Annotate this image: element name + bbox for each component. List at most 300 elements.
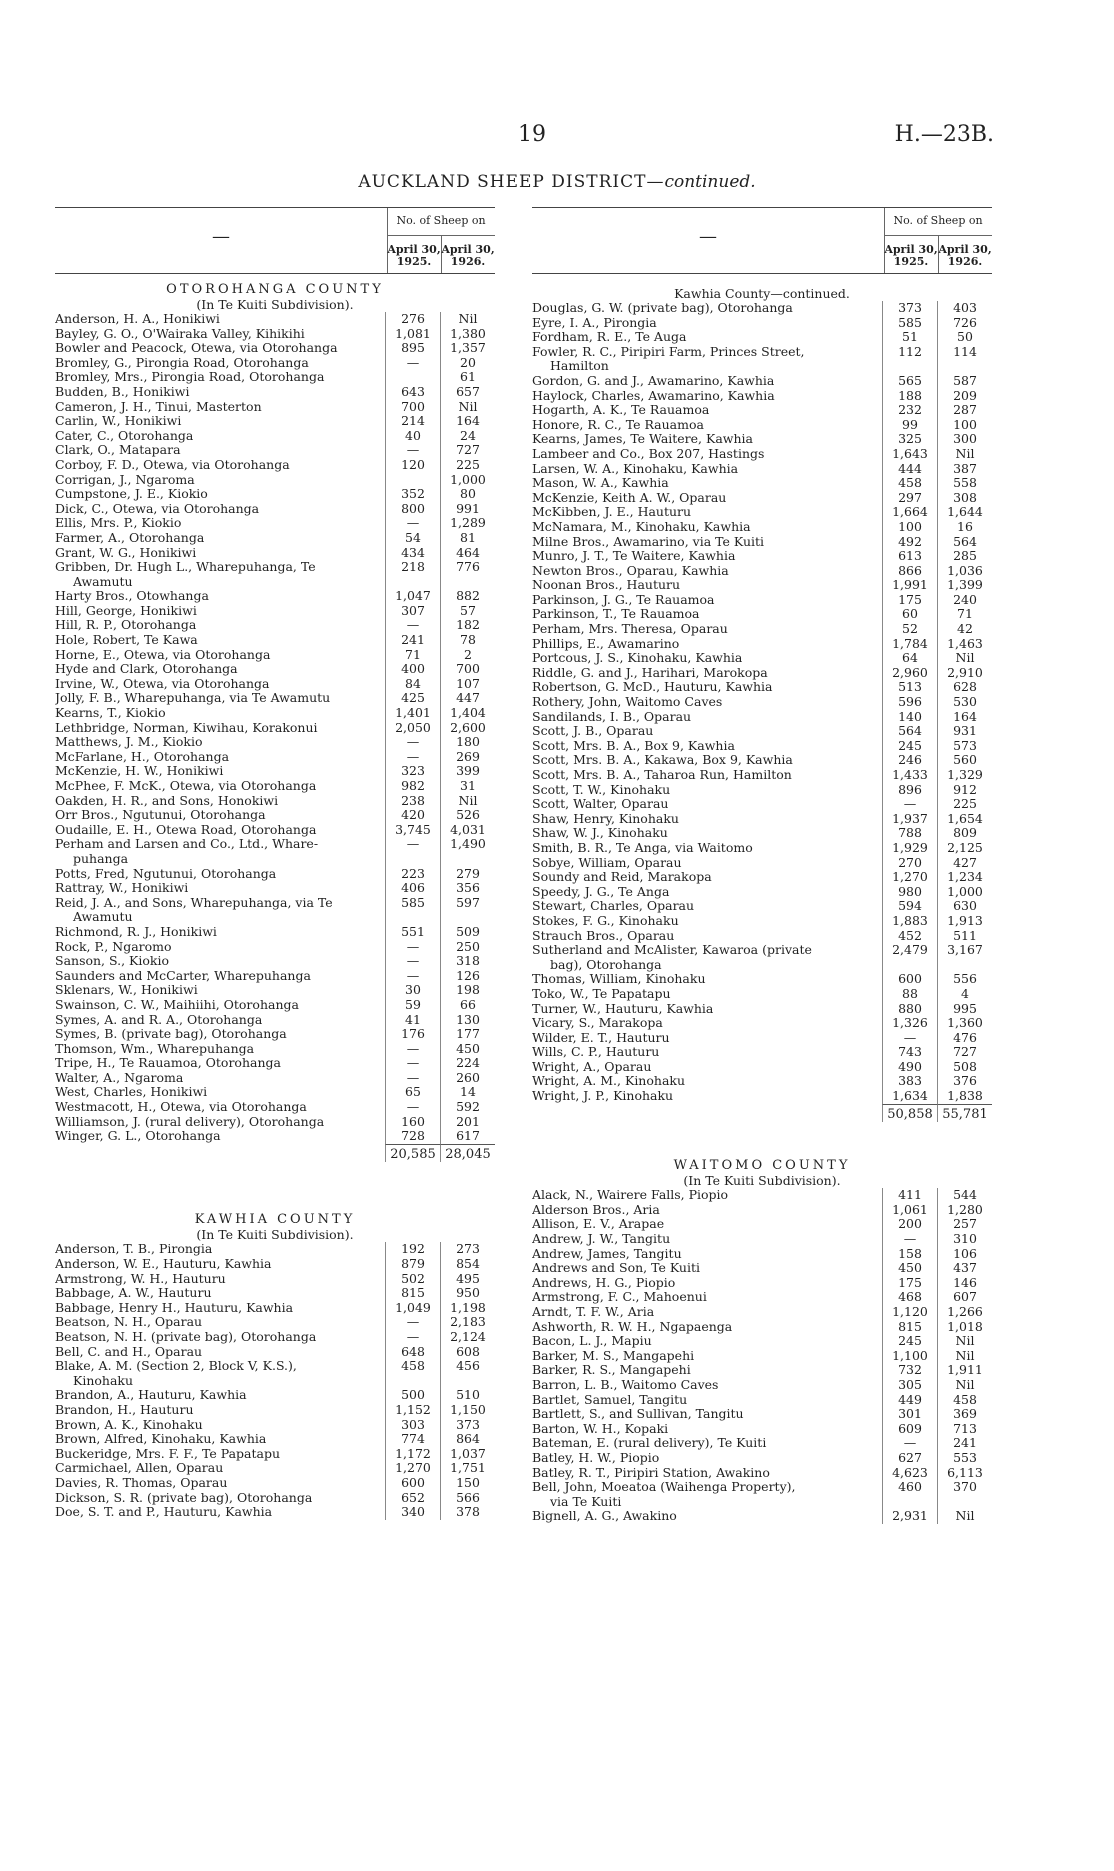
table-row	[532, 812, 992, 827]
sheep-1926: 2,183	[440, 1315, 495, 1330]
sheep-1926: 318	[440, 954, 495, 969]
spacer	[532, 1122, 992, 1136]
owner-name: Newton Bros., Oparau, Kawhia	[532, 563, 729, 578]
table-row	[532, 1290, 992, 1305]
sheep-1925: 585	[385, 896, 440, 911]
sheep-1925: —	[385, 735, 440, 750]
sheep-1926: 1,463	[937, 637, 992, 652]
table-row	[55, 356, 495, 371]
spacer	[55, 1162, 495, 1176]
table-row	[532, 899, 992, 914]
spacer	[532, 1136, 992, 1150]
sheep-1925: 188	[882, 389, 937, 404]
sheep-1925: 600	[385, 1476, 440, 1491]
owner-name: Wright, A., Oparau	[532, 1059, 652, 1074]
sheep-1925: —	[385, 954, 440, 969]
table-row	[532, 1422, 992, 1437]
sheep-1926	[440, 852, 495, 867]
table-row	[55, 312, 495, 327]
sheep-1925: 1,664	[882, 505, 937, 520]
table-row	[532, 389, 992, 404]
table-row	[55, 575, 495, 590]
sheep-1926: 556	[937, 972, 992, 987]
owner-name: Brandon, H., Hauturu	[55, 1402, 194, 1417]
sheep-1926: Nil	[937, 1509, 992, 1524]
table-row	[532, 914, 992, 929]
owner-name: Scott, Mrs. B. A., Kakawa, Box 9, Kawhia	[532, 753, 793, 768]
sheep-1925: 585	[882, 316, 937, 331]
sheep-1925: —	[385, 443, 440, 458]
left-rows	[55, 274, 495, 1520]
owner-name: Brandon, A., Hauturu, Kawhia	[55, 1388, 247, 1403]
sheep-1925: 238	[385, 794, 440, 809]
sheep-1925: 50,858	[882, 1104, 937, 1123]
sheep-1925: 2,050	[385, 721, 440, 736]
owner-name: Corboy, F. D., Otewa, via Otorohanga	[55, 457, 290, 472]
table-row	[55, 983, 495, 998]
owner-name: Smith, B. R., Te Anga, via Waitomo	[532, 840, 753, 855]
table-row	[55, 794, 495, 809]
sheep-1926: 597	[440, 896, 495, 911]
sheep-1925	[385, 910, 440, 925]
owner-name: Bacon, L. J., Mapiu	[532, 1334, 652, 1349]
sheep-1926: 146	[937, 1276, 992, 1291]
table-row	[55, 1330, 495, 1345]
owner-name: McKibben, J. E., Hauturu	[532, 505, 692, 520]
owner-name: Anderson, W. E., Hauturu, Kawhia	[55, 1257, 272, 1272]
sheep-1925: 458	[882, 476, 937, 491]
table-row	[532, 666, 992, 681]
sheep-1926: Nil	[937, 447, 992, 462]
sheep-1926: 2	[440, 648, 495, 663]
sheep-1925: 879	[385, 1257, 440, 1272]
sheep-1925: 100	[882, 520, 937, 535]
sheep-1925: 728	[385, 1129, 440, 1144]
sheep-1925: 175	[882, 1276, 937, 1291]
sheep-1926: 370	[937, 1480, 992, 1495]
owner-name: Ashworth, R. W. H., Ngapaenga	[532, 1319, 733, 1334]
sheep-1925: 1,433	[882, 768, 937, 783]
table-row	[532, 1031, 992, 1046]
sheep-1926: 55,781	[937, 1104, 992, 1123]
table-row	[532, 1074, 992, 1089]
sheep-1926: 509	[440, 925, 495, 940]
sheep-1925: 241	[385, 633, 440, 648]
sheep-1925: 564	[882, 724, 937, 739]
owner-name: Hill, R. P., Otorohanga	[55, 618, 197, 633]
table-row	[532, 826, 992, 841]
sheep-1925: 1,049	[385, 1301, 440, 1316]
owner-name	[55, 1144, 385, 1163]
sheep-1925: 1,401	[385, 706, 440, 721]
sheep-1926: 1,000	[440, 473, 495, 488]
table-row	[55, 1129, 495, 1144]
sheep-1926: 2,125	[937, 841, 992, 856]
sheep-1926: 1,036	[937, 564, 992, 579]
sheep-1926: 287	[937, 403, 992, 418]
sheep-1926: 864	[440, 1432, 495, 1447]
sheep-1925: 450	[882, 1261, 937, 1276]
sheep-1925: 65	[385, 1085, 440, 1100]
sheep-1926: 387	[937, 462, 992, 477]
sheep-1925: 896	[882, 783, 937, 798]
owner-name: Cumpstone, J. E., Kiokio	[55, 487, 208, 502]
sheep-1926: 1,399	[937, 578, 992, 593]
sheep-1926: Nil	[440, 400, 495, 415]
county-total-row	[532, 1104, 992, 1123]
table-row	[532, 1363, 992, 1378]
sheep-1925: 700	[385, 400, 440, 415]
sheep-1926: 592	[440, 1100, 495, 1115]
sheep-1926: 308	[937, 491, 992, 506]
table-row	[55, 750, 495, 765]
owner-name: bag), Otorohanga	[550, 957, 662, 972]
table-row	[532, 739, 992, 754]
owner-name: Armstrong, W. H., Hauturu	[55, 1271, 226, 1286]
owner-name: Sandilands, I. B., Oparau	[532, 709, 692, 724]
sheep-1925: 192	[385, 1242, 440, 1257]
table-row	[55, 531, 495, 546]
sheep-1926: 50	[937, 330, 992, 345]
owner-name: Honore, R. C., Te Rauamoa	[532, 417, 704, 432]
sheep-1925: 609	[882, 1422, 937, 1437]
left-column	[55, 207, 495, 1520]
sheep-1926: 225	[937, 797, 992, 812]
sheep-1926: 2,600	[440, 721, 495, 736]
table-row	[55, 1115, 495, 1130]
owner-name: Milne Bros., Awamarino, via Te Kuiti	[532, 534, 765, 549]
owner-name: Symes, B. (private bag), Otorohanga	[55, 1027, 287, 1042]
sheep-1926: 198	[440, 983, 495, 998]
sheep-1925	[385, 575, 440, 590]
table-row	[532, 943, 992, 958]
owner-name: Beatson, N. H., Oparau	[55, 1315, 203, 1330]
sheep-1925: 1,061	[882, 1203, 937, 1218]
owner-name: Wright, A. M., Kinohaku	[532, 1074, 686, 1089]
owner-name: Alack, N., Wairere Falls, Piopio	[532, 1188, 729, 1203]
table-row	[532, 1217, 992, 1232]
sheep-1925: —	[385, 1071, 440, 1086]
sheep-1925: 175	[882, 593, 937, 608]
sheep-1925: 64	[882, 651, 937, 666]
owner-name: Douglas, G. W. (private bag), Otorohanga	[532, 301, 793, 315]
sheep-1926: 356	[440, 881, 495, 896]
sheep-1925: 1,883	[882, 914, 937, 929]
sheep-1925: 352	[385, 487, 440, 502]
table-row	[532, 710, 992, 725]
owner-name: Davies, R. Thomas, Oparau	[55, 1475, 228, 1490]
sheep-1926: 403	[937, 301, 992, 316]
owner-name: Rattray, W., Honikiwi	[55, 881, 189, 896]
sheep-1925: 71	[385, 648, 440, 663]
table-row	[532, 418, 992, 433]
owner-name: Anderson, T. B., Pirongia	[55, 1242, 213, 1257]
table-row	[532, 972, 992, 987]
table-row	[55, 925, 495, 940]
sheep-1925	[882, 359, 937, 374]
table-row	[55, 1476, 495, 1491]
sheep-1926: 573	[937, 739, 992, 754]
right-column	[532, 207, 992, 1524]
table-row	[532, 1466, 992, 1481]
owner-name: Potts, Fred, Ngutunui, Otorohanga	[55, 866, 277, 881]
sheep-1925: —	[385, 969, 440, 984]
owner-name: Stewart, Charles, Oparau	[532, 899, 695, 914]
owner-name: Oudaille, E. H., Otewa Road, Otorohanga	[55, 822, 317, 837]
table-row	[532, 1436, 992, 1451]
owner-name: Sklenars, W., Honikiwi	[55, 983, 198, 998]
sheep-1925: 880	[882, 1002, 937, 1017]
sheep-1926: Nil	[937, 651, 992, 666]
sheep-1925: —	[385, 1042, 440, 1057]
owner-name: Blake, A. M. (Section 2, Block V, K.S.),	[55, 1359, 297, 1374]
sheep-1925: 1,270	[385, 1461, 440, 1476]
sheep-1925: 458	[385, 1359, 440, 1374]
table-row	[55, 940, 495, 955]
table-row	[55, 662, 495, 677]
sheep-1925: 383	[882, 1074, 937, 1089]
owner-name: Matthews, J. M., Kiokio	[55, 735, 203, 750]
table-row	[532, 505, 992, 520]
table-row	[55, 1388, 495, 1403]
sheep-1925: 1,100	[882, 1349, 937, 1364]
sheep-1926: 1,198	[440, 1301, 495, 1316]
sheep-1925: 643	[385, 385, 440, 400]
owner-name: Soundy and Reid, Marakopa	[532, 870, 712, 885]
table-row	[55, 429, 495, 444]
sheep-1925: 297	[882, 491, 937, 506]
sheep-1925: 305	[882, 1378, 937, 1393]
sheep-1926: 991	[440, 502, 495, 517]
report-reference: H.—23B.	[894, 122, 994, 147]
owner-name: Grant, W. G., Honikiwi	[55, 545, 197, 560]
table-row	[55, 1286, 495, 1301]
sheep-1925: 2,931	[882, 1509, 937, 1524]
sheep-1925: —	[385, 618, 440, 633]
sheep-1925: 99	[882, 418, 937, 433]
owner-name: Thomson, Wm., Wharepuhanga	[55, 1041, 255, 1056]
sheep-1925	[385, 370, 440, 385]
table-row	[55, 327, 495, 342]
sheep-1925: —	[882, 1232, 937, 1247]
right-rows	[532, 274, 992, 1524]
owner-name: Riddle, G. and J., Harihari, Marokopa	[532, 665, 768, 680]
owner-name: Shaw, W. J., Kinohaku	[532, 826, 668, 841]
owner-name: Stokes, F. G., Kinohaku	[532, 913, 679, 928]
sheep-1925: —	[385, 750, 440, 765]
sheep-1926: 20	[440, 356, 495, 371]
owner-name: Reid, J. A., and Sons, Wharepuhanga, via Te	[55, 895, 333, 910]
sheep-1925: 1,991	[882, 578, 937, 593]
owner-name: Barton, W. H., Kopaki	[532, 1421, 669, 1436]
sheep-1925: 596	[882, 695, 937, 710]
sheep-1926: 508	[937, 1060, 992, 1075]
sheep-1926: 71	[937, 607, 992, 622]
sheep-1926: 78	[440, 633, 495, 648]
owner-name: Corrigan, J., Ngaroma	[55, 472, 195, 487]
table-row	[55, 735, 495, 750]
sheep-1925: 1,326	[882, 1016, 937, 1031]
sheep-1926: 1,913	[937, 914, 992, 929]
sheep-1926: 607	[937, 1290, 992, 1305]
sheep-1926: Nil	[440, 312, 495, 327]
sheep-1926: 106	[937, 1247, 992, 1262]
sheep-1925: 20,585	[385, 1144, 440, 1163]
owner-name: Barker, R. S., Mangapehi	[532, 1363, 691, 1378]
sheep-1925: —	[385, 516, 440, 531]
table-row	[532, 564, 992, 579]
table-row	[55, 1403, 495, 1418]
sheep-1926: 476	[937, 1031, 992, 1046]
sheep-1926: 376	[937, 1074, 992, 1089]
table-row	[532, 520, 992, 535]
sheep-1925: —	[882, 797, 937, 812]
table-row	[55, 443, 495, 458]
sheep-1925: 420	[385, 808, 440, 823]
owner-name: Munro, J. T., Te Waitere, Kawhia	[532, 549, 736, 564]
sheep-1925: 627	[882, 1451, 937, 1466]
sheep-1926	[937, 958, 992, 973]
table-row	[532, 1276, 992, 1291]
sheep-1926: Nil	[937, 1378, 992, 1393]
sheep-1926: 530	[937, 695, 992, 710]
table-row	[55, 677, 495, 692]
sheep-1925: 52	[882, 622, 937, 637]
sheep-1925: 3,745	[385, 823, 440, 838]
sheep-1926: 1,644	[937, 505, 992, 520]
table-row	[55, 1071, 495, 1086]
sheep-1926: 164	[440, 414, 495, 429]
sheep-1925: 500	[385, 1388, 440, 1403]
sheep-1926: 273	[440, 1242, 495, 1257]
sheep-1925: 460	[882, 1480, 937, 1495]
table-row	[55, 1085, 495, 1100]
owner-name: Sanson, S., Kiokio	[55, 954, 170, 969]
table-row	[532, 316, 992, 331]
owner-name: Farmer, A., Otorohanga	[55, 530, 205, 545]
owner-name: Thomas, William, Kinohaku	[532, 972, 706, 987]
sheep-1925	[882, 1495, 937, 1510]
table-row	[532, 856, 992, 871]
table-row	[55, 1257, 495, 1272]
table-row	[55, 837, 495, 852]
sheep-1925: 1,634	[882, 1089, 937, 1104]
owner-name: Hill, George, Honikiwi	[55, 603, 197, 618]
owner-name: Irvine, W., Otewa, via Otorohanga	[55, 676, 270, 691]
sheep-1925: 223	[385, 867, 440, 882]
sheep-1925: 246	[882, 753, 937, 768]
sheep-1926: 2,124	[440, 1330, 495, 1345]
sheep-1926: 713	[937, 1422, 992, 1437]
owner-name: Harty Bros., Otowhanga	[55, 589, 209, 604]
sheep-1925: 743	[882, 1045, 937, 1060]
sheep-1926	[440, 575, 495, 590]
sheep-1925: 276	[385, 312, 440, 327]
sheep-1925: 160	[385, 1115, 440, 1130]
table-row	[55, 473, 495, 488]
sheep-1925: 340	[385, 1505, 440, 1520]
table-row	[532, 330, 992, 345]
sheep-1926: 300	[937, 432, 992, 447]
sheep-1925: 444	[882, 462, 937, 477]
table-row	[532, 491, 992, 506]
table-row	[55, 1374, 495, 1389]
owner-name: Wright, J. P., Kinohaku	[532, 1089, 674, 1104]
table-row	[532, 622, 992, 637]
table-row	[532, 1060, 992, 1075]
owner-name: Toko, W., Te Papatapu	[532, 986, 671, 1001]
owner-name: McFarlane, H., Otorohanga	[55, 749, 230, 764]
owner-name: Richmond, R. J., Honikiwi	[55, 924, 217, 939]
owner-name: Beatson, N. H. (private bag), Otorohanga	[55, 1330, 317, 1344]
sheep-1926: 107	[440, 677, 495, 692]
sheep-1926: 81	[440, 531, 495, 546]
spacer	[55, 1190, 495, 1204]
owner-name: Bateman, E. (rural delivery), Te Kuiti	[532, 1436, 767, 1451]
sheep-1926: 150	[440, 1476, 495, 1491]
sheep-1926: 447	[440, 691, 495, 706]
table-row	[55, 721, 495, 736]
table-row	[55, 1345, 495, 1360]
table-row	[532, 1089, 992, 1104]
owner-name: Babbage, A. W., Hauturu	[55, 1286, 212, 1301]
table-row	[55, 589, 495, 604]
owner-name: Lambeer and Co., Box 207, Hastings	[532, 446, 765, 461]
table-row	[55, 370, 495, 385]
table-row	[55, 1013, 495, 1028]
sheep-1926: 1,150	[440, 1403, 495, 1418]
table-row	[55, 969, 495, 984]
owner-name: Oakden, H. R., and Sons, Honokiwi	[55, 793, 279, 808]
sheep-1926: 630	[937, 899, 992, 914]
county-total-row	[55, 1144, 495, 1163]
sheep-1926: 80	[440, 487, 495, 502]
table-row	[55, 618, 495, 633]
sheep-1925: 648	[385, 1345, 440, 1360]
subdivision-note: (In Te Kuiti Subdivision).	[683, 1173, 841, 1189]
sheep-1925: 468	[882, 1290, 937, 1305]
sheep-1926: 241	[937, 1436, 992, 1451]
owner-name: Andrews and Son, Te Kuiti	[532, 1261, 700, 1276]
sheep-1925: 513	[882, 680, 937, 695]
owner-name: Batley, H. W., Piopio	[532, 1450, 660, 1465]
sheep-1926: 4,031	[440, 823, 495, 838]
owner-name: Carlin, W., Honikiwi	[55, 414, 182, 429]
sheep-1925: 406	[385, 881, 440, 896]
owner-name: Anderson, H. A., Honikiwi	[55, 312, 220, 326]
sheep-1926: 3,167	[937, 943, 992, 958]
owner-name: Williamson, J. (rural delivery), Otorohanga	[55, 1114, 325, 1129]
owner-name: McKenzie, H. W., Honikiwi	[55, 764, 224, 779]
sheep-1925: 245	[882, 739, 937, 754]
owner-name: Saunders and McCarter, Wharepuhanga	[55, 968, 311, 983]
sheep-1926: 1,266	[937, 1305, 992, 1320]
sheep-1925: 301	[882, 1407, 937, 1422]
owner-name: Bartlett, S., and Sullivan, Tangitu	[532, 1407, 744, 1422]
sheep-1925: 84	[385, 677, 440, 692]
table-row	[532, 359, 992, 374]
sheep-1926: 177	[440, 1027, 495, 1042]
owner-name: Gordon, G. and J., Awamarino, Kawhia	[532, 373, 775, 388]
owner-name: Bromley, G., Pirongia Road, Otorohanga	[55, 355, 309, 370]
table-row	[55, 823, 495, 838]
owner-name: Dickson, S. R. (private bag), Otorohanga	[55, 1490, 313, 1505]
table-row	[532, 841, 992, 856]
sheep-1925	[385, 852, 440, 867]
sheep-1926: 700	[440, 662, 495, 677]
sheep-1925: 1,047	[385, 589, 440, 604]
sheep-1925: —	[385, 837, 440, 852]
